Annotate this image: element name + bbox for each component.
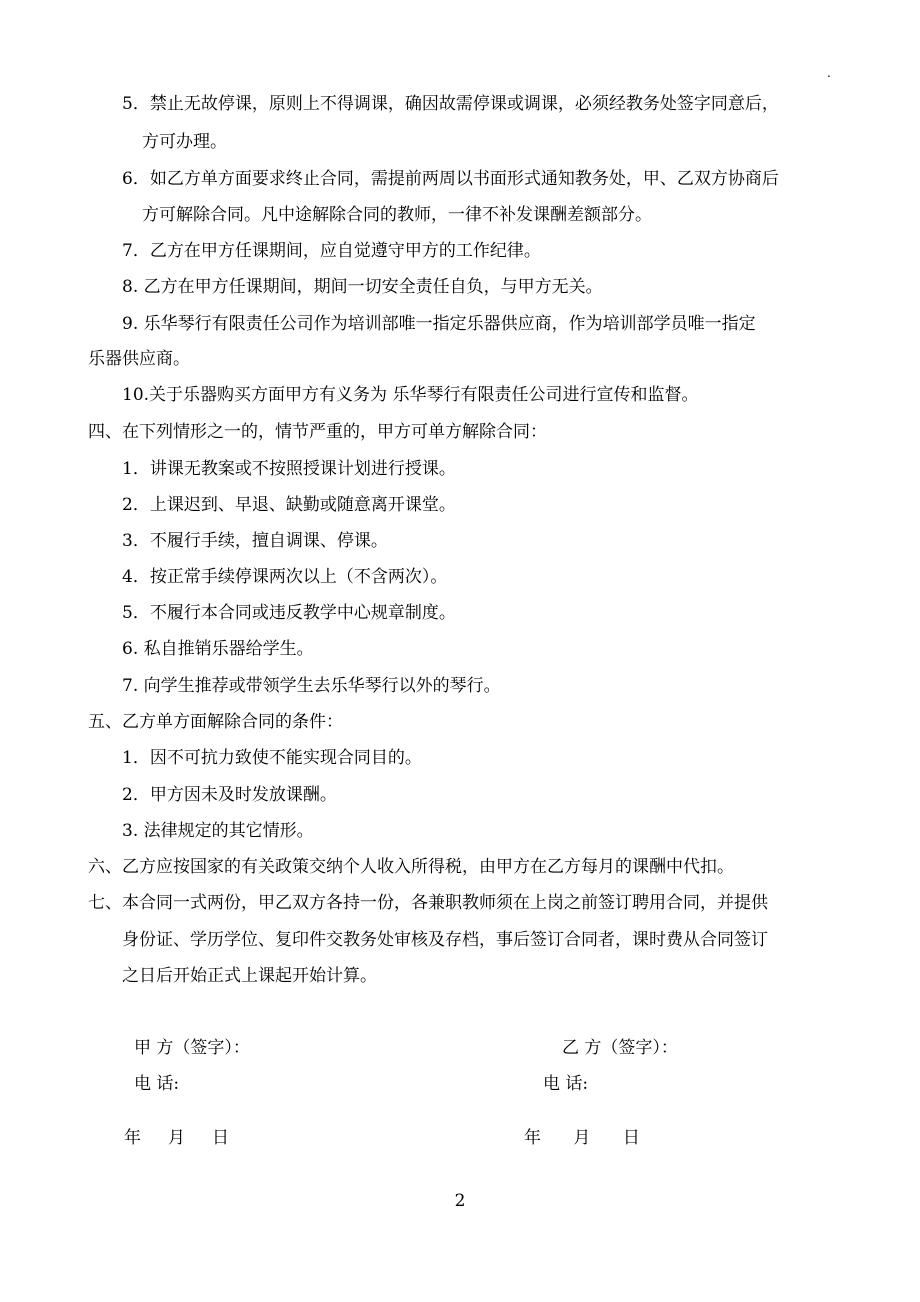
clause-8: 8. 乙方在甲方任课期间，期间一切安全责任自负，与甲方无关。 — [122, 277, 603, 297]
section-4-item-1: 1．讲课无教案或不按照授课计划进行授课。 — [122, 459, 456, 479]
party-a-signature-label: 甲 方（签字）： — [134, 1038, 250, 1058]
clause-9-line-1: 9. 乐华琴行有限责任公司作为培训部唯一指定乐器供应商，作为培训部学员唯一指定 — [122, 314, 756, 334]
party-a-phone-label: 电 话: — [134, 1074, 180, 1094]
section-5-item-2: 2．甲方因未及时发放课酬。 — [122, 785, 337, 805]
section-4-item-3: 3．不履行手续，擅自调课、停课。 — [122, 531, 388, 551]
section-5-heading: 五、乙方单方面解除合同的条件： — [88, 712, 343, 732]
clause-5-line-1: 5．禁止无故停课，原则上不得调课，确因故需停课或调课，必须经教务处签字同意后， — [122, 94, 779, 114]
section-7-line-2: 身份证、学历学位、复印件交教务处审核及存档，事后签订合同者，课时费从合同签订 — [122, 930, 768, 950]
clause-7: 7．乙方在甲方任课期间，应自觉遵守甲方的工作纪律。 — [122, 241, 541, 261]
clause-6-line-1: 6．如乙方单方面要求终止合同，需提前两周以书面形式通知教务处，甲、乙双方协商后 — [122, 169, 779, 189]
party-a-date-label: 年 月 日 — [124, 1128, 230, 1148]
clause-9-line-2: 乐器供应商。 — [88, 349, 190, 369]
section-5-item-3: 3. 法律规定的其它情形。 — [122, 821, 314, 841]
party-b-date-label: 年 月 日 — [524, 1128, 640, 1148]
clause-5-line-2: 方可办理。 — [142, 132, 227, 152]
section-4-item-4: 4．按正常手续停课两次以上（不含两次）。 — [122, 567, 448, 587]
clause-10: 10.关于乐器购买方面甲方有义务为 乐华琴行有限责任公司进行宣传和监督。 — [122, 385, 699, 405]
section-4-item-6: 6. 私自推销乐器给学生。 — [122, 639, 314, 659]
clause-6-line-2: 方可解除合同。凡中途解除合同的教师，一律不补发课酬差额部分。 — [142, 205, 652, 225]
section-4-item-5: 5．不履行本合同或违反教学中心规章制度。 — [122, 603, 456, 623]
section-6: 六、乙方应按国家的有关政策交纳个人收入所得税，由甲方在乙方每月的课酬中代扣。 — [88, 857, 734, 877]
page-number: 2 — [454, 1191, 466, 1211]
corner-mark: . — [827, 66, 831, 80]
section-4-item-2: 2．上课迟到、早退、缺勤或随意离开课堂。 — [122, 495, 456, 515]
section-7-line-3: 之日后开始正式上课起开始计算。 — [122, 966, 377, 986]
section-4-item-7: 7. 向学生推荐或带领学生去乐华琴行以外的琴行。 — [122, 676, 501, 696]
section-4-heading: 四、在下列情形之一的，情节严重的，甲方可单方解除合同： — [88, 422, 547, 442]
section-5-item-1: 1．因不可抗力致使不能实现合同目的。 — [122, 748, 422, 768]
party-b-signature-label: 乙 方（签字）： — [562, 1038, 678, 1058]
section-7-line-1: 七、本合同一式两份，甲乙双方各持一份，各兼职教师须在上岗之前签订聘用合同，并提供 — [88, 893, 768, 913]
party-b-phone-label: 电 话: — [543, 1074, 589, 1094]
